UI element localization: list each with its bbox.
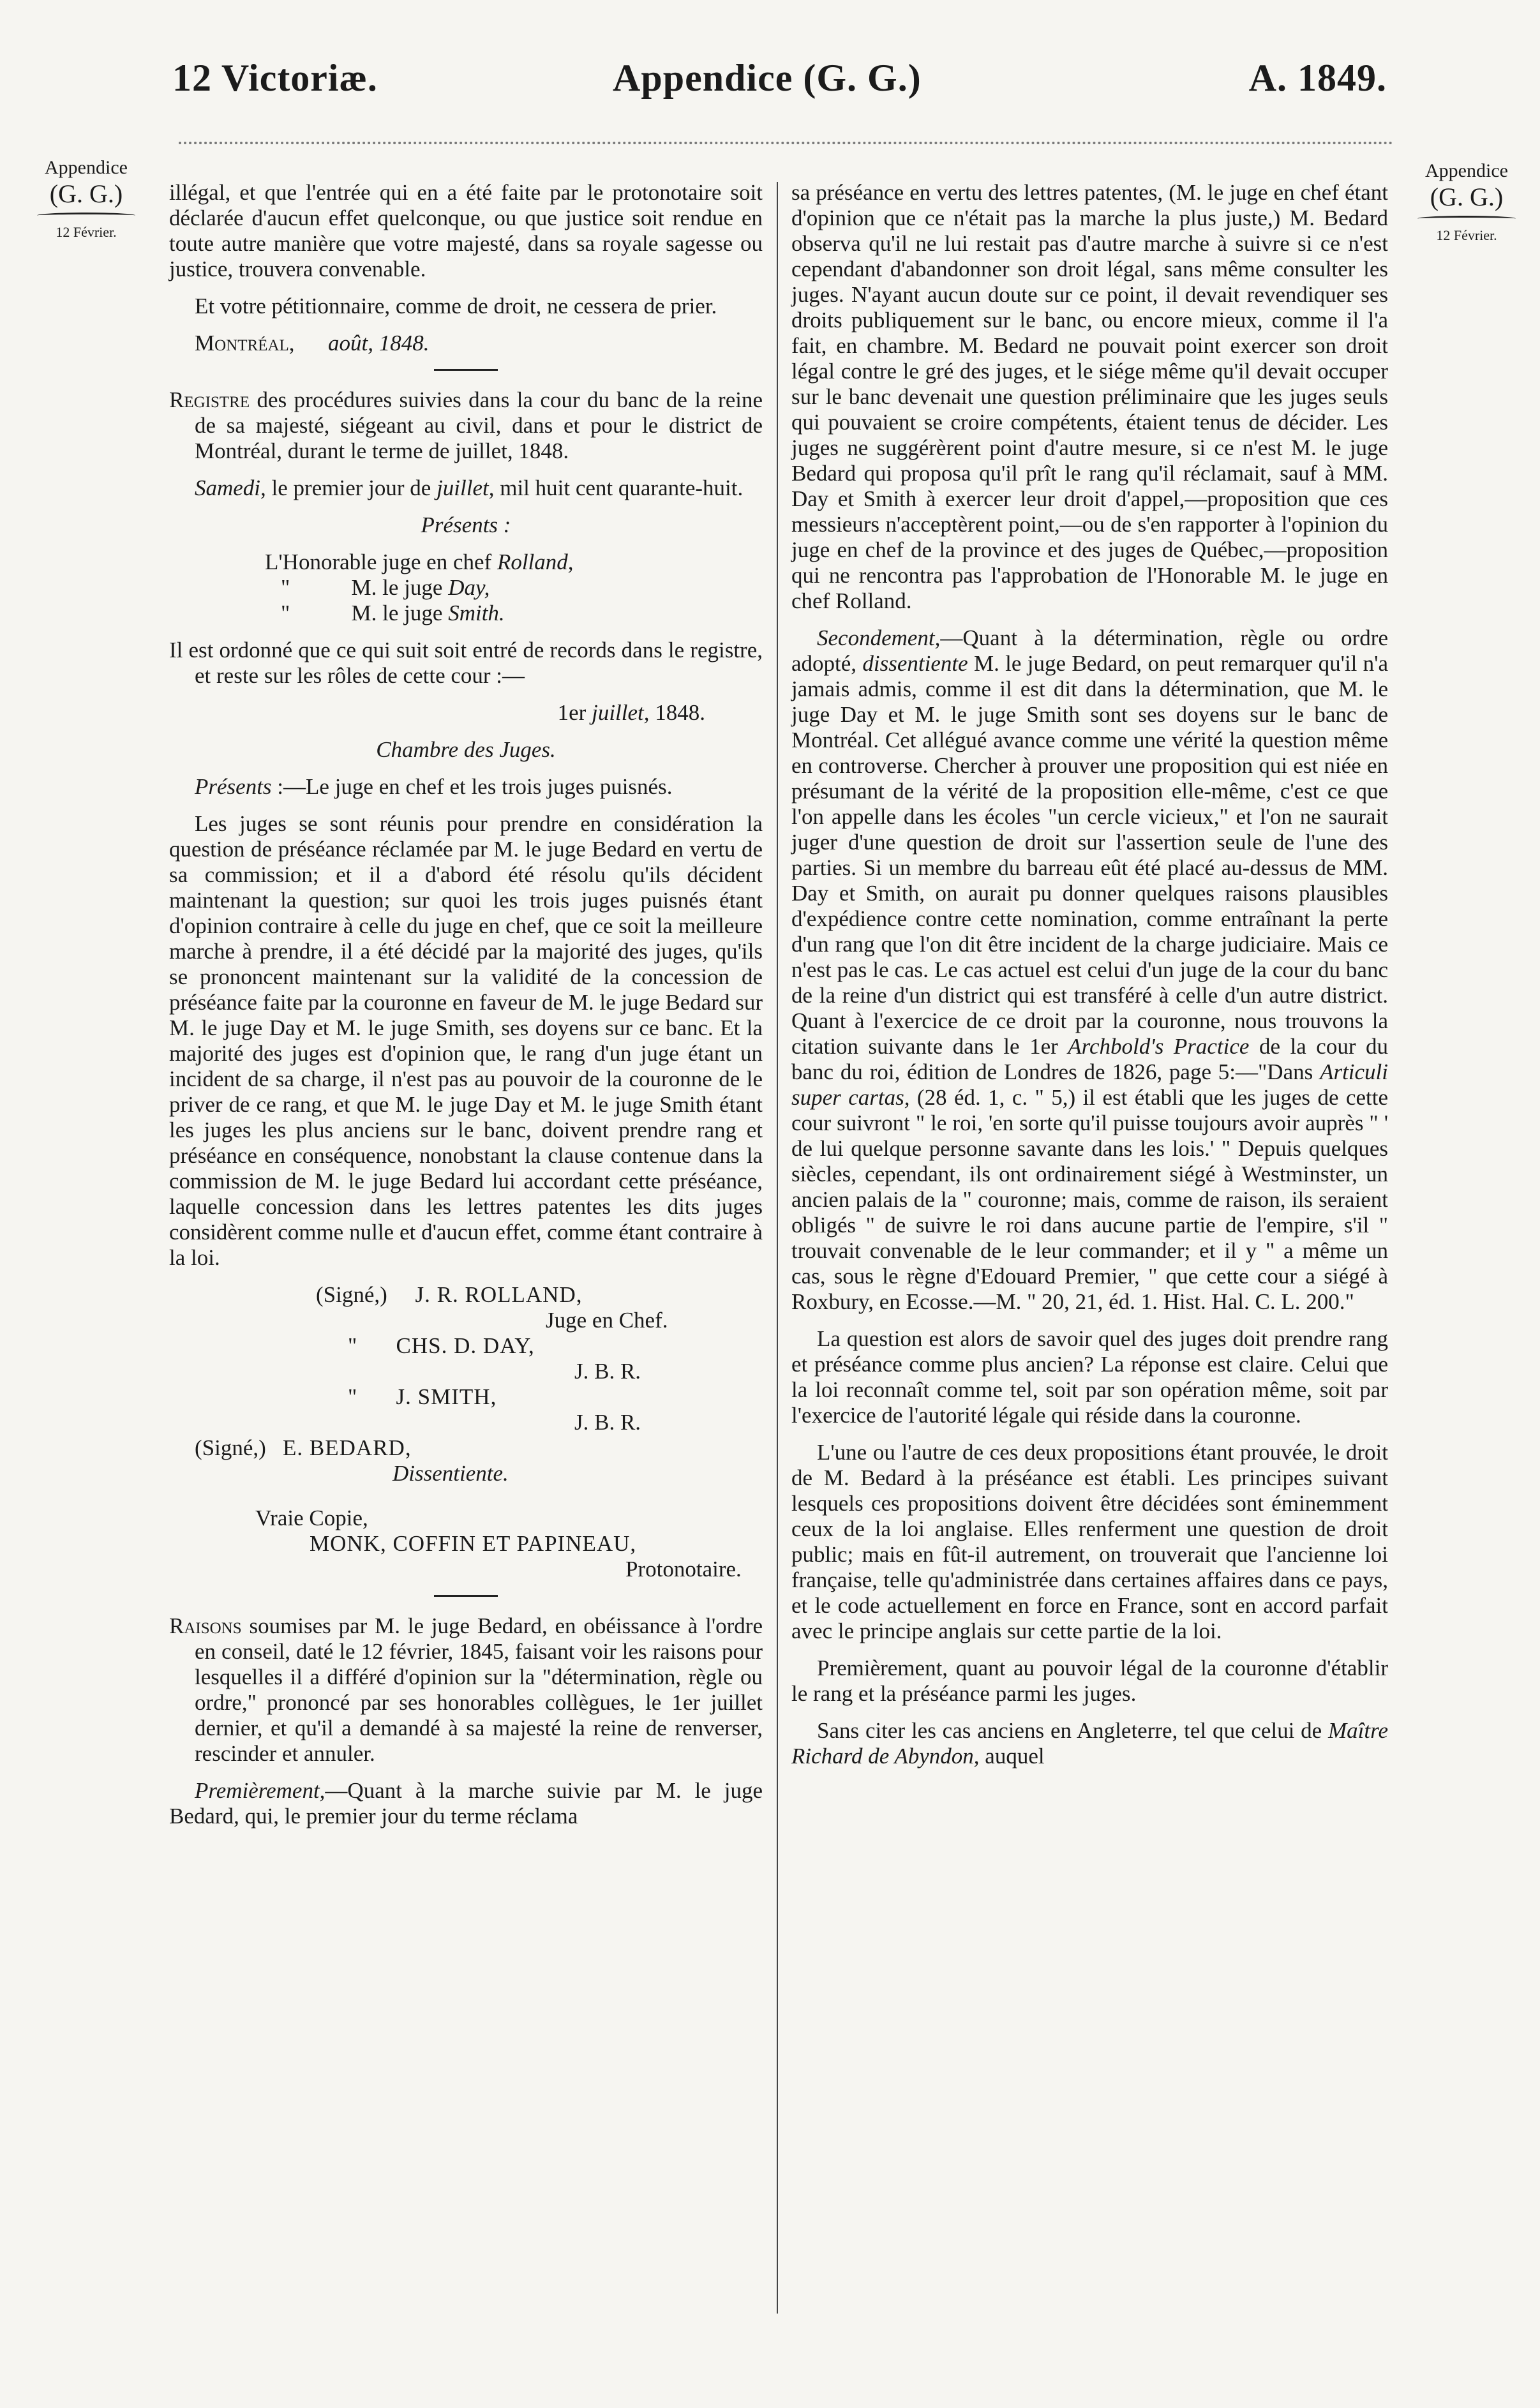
presents-heading-text: Présents : xyxy=(421,512,511,537)
presents-heading xyxy=(169,512,763,538)
margin-note-gg: (G. G.) xyxy=(49,179,123,208)
header-year: A. 1849. xyxy=(1248,57,1387,99)
right-paragraph-6 xyxy=(791,1718,1388,1769)
secondement-lead: Secondement, xyxy=(817,625,941,650)
judge-1-title: L'Honorable juge en chef xyxy=(265,550,497,574)
secondement-text-a: —Quant à la détermination, règle ou ordre adopté, xyxy=(791,625,1388,676)
presents-text: :—Le juge en chef et les trois juges puisnés. xyxy=(271,774,673,799)
judge-line-1 xyxy=(265,550,763,575)
premierement-lead: Premièrement, xyxy=(195,1778,325,1803)
chambre-heading xyxy=(169,737,763,763)
margin-note-date: 12 Février. xyxy=(56,224,117,240)
secondement-text-c: de la cour du banc du roi, édition de Londres de 1826, page 5:—"Dans xyxy=(791,1034,1388,1084)
petition-prayer: Et votre pétitionnaire, comme de droit, ne cessera de prier. xyxy=(195,294,717,318)
protonotaires: MONK, COFFIN ET PAPINEAU, xyxy=(310,1531,637,1556)
margin-note-title: Appendice xyxy=(45,157,128,178)
judge-1-name: Rolland, xyxy=(497,550,574,574)
raisons-lead: Raisons xyxy=(169,1613,242,1638)
secondement-quote: (28 éd. 1, c. " 5,) il est établi que les juges de cette cour suivront " le roi, 'en sorte qu'il puisse toujours avoir auprès " ' de lui quelque personne savante dans les lois.' " Depuis quelques siècles, cependant, ils ont ordinairement siégé à Westminster, un ancien palais de la " couronne; mais, comme de raison, ils seraient obligés " de suivre le roi dans aucune partie de l'empire, s'il " trouvait convenable de le leur commander; et il y " a même un cas, sous le règne d'Edouard Premier, " que cette cour a siégé à Roxbury, en Ecosse.—M. " 20, 21, éd. 1. Hist. Hal. C. L. 200." xyxy=(791,1085,1388,1314)
signe-label: (Signé,) xyxy=(195,1435,266,1460)
samedi-tail: mil huit cent quarante-huit. xyxy=(494,475,744,500)
signature-smith xyxy=(169,1384,763,1410)
petition-place: Montréal, xyxy=(195,331,295,355)
judge-line-2 xyxy=(281,575,763,601)
signature-rolland xyxy=(169,1282,763,1308)
secondement-dissentiente: dissentiente xyxy=(862,651,968,676)
judge-3-title: " M. le juge xyxy=(281,601,449,625)
p6-text-b: auquel xyxy=(979,1744,1045,1769)
secondement-paragraph xyxy=(791,625,1388,1315)
margin-note-right xyxy=(1406,160,1527,247)
judge-3-name: Smith. xyxy=(448,601,505,625)
premierement-text: —Quant à la marche suivie par M. le juge Bedard, qui, le premier jour du terme réclama xyxy=(169,1778,763,1828)
articuli-title: Articuli super cartas, xyxy=(791,1059,1388,1110)
petition-date-text: août, 1848. xyxy=(328,331,430,355)
margin-note-brace xyxy=(37,213,135,218)
ditto-mark: " xyxy=(348,1384,357,1409)
left-column xyxy=(169,180,763,1841)
premierement-paragraph xyxy=(169,1778,763,1829)
signe-label: (Signé,) xyxy=(316,1282,387,1307)
margin-note-title: Appendice xyxy=(1425,160,1508,181)
samedi-line xyxy=(169,475,763,501)
raisons-paragraph xyxy=(169,1613,763,1767)
rolland-name: J. R. ROLLAND, xyxy=(415,1282,583,1307)
smith-name: J. SMITH, xyxy=(396,1384,497,1409)
samedi-month: juillet, xyxy=(437,475,495,500)
dissentiente-text: Dissentiente. xyxy=(392,1461,509,1486)
chambre-heading-text: Chambre des Juges. xyxy=(376,737,556,762)
bedard-dissent xyxy=(169,1461,763,1486)
bedard-name: E. BEDARD, xyxy=(283,1435,412,1460)
judge-2-name: Day, xyxy=(448,575,490,600)
date-month: juillet, xyxy=(592,700,650,725)
date-day: 1er xyxy=(557,700,592,725)
right-paragraph-5: Premièrement, quant au pouvoir légal de la couronne d'établir le rang et la préséance parmi les juges. xyxy=(791,1656,1388,1706)
page-header xyxy=(172,56,1387,114)
presents-juges xyxy=(169,774,763,800)
petition-closing: illégal, et que l'entrée qui en a été faite par le protonotaire soit déclarée d'aucun effet quelconque, ou que justice soit rendue en toute autre manière que votre majesté, dans sa royale sagesse ou justice, trouvera convenable. xyxy=(169,180,763,281)
margin-note-brace xyxy=(1417,216,1516,221)
right-paragraph-1: sa préséance en vertu des lettres patentes, (M. le juge en chef étant d'opinion que ce n'était pas la marche la plus juste,) M. Bedard observa qu'il ne lui restait pas d'autre marche à suivre si ce n'est cependant d'abandonner son droit légal, sans même consulter les juges. N'ayant aucun doute sur ce point, il devait revendiquer ses droits publiquement sur le banc, ou encore mieux, comme il l'a fait, en chambre. M. Bedard ne pouvait point exercer son droit légal contre le gré des juges, et le siége même qu'il devait occuper sur le banc devenait une question préliminaire que les juges seuls qui pouvaient se croire compétents, étaient tenus de décider. Les juges ne suggérèrent point d'autre mesure, si ce n'est M. le juge Bedard qui proposa qu'il prît le rang qu'il réclamait, sauf à MM. Day et Smith à exercer leur droit d'appel,—proposition que ces messieurs n'acceptèrent point,—ou de s'en rapporter à l'opinion du juge en chef de la province et des juges de Québec,—proposition qui ne rencontra pas l'approbation de l'Honorable M. le juge en chef Rolland. xyxy=(791,180,1388,613)
margin-note-gg: (G. G.) xyxy=(1430,183,1504,211)
right-paragraph-4: L'une ou l'autre de ces deux propositions étant prouvée, le droit de M. Bedard à la préséance est établi. Les principes suivant lesquels ces propositions doivent être décidées sont éminemment ceux de la loi anglaise. Elles renferment une question de droit public; mais en fût-il autrement, on trouverait que l'ancienne loi française, telle qu'administrée dans certaines affaires dans ce pays, et le code actuellement en force en France, sont en accord parfait avec le principe anglais sur cette partie de la loi. xyxy=(791,1440,1388,1643)
signature-block xyxy=(169,1282,763,1582)
secondement-text-b: M. le juge Bedard, on peut remarquer qu'il n'a jamais admis, comme il est dit dans la détermination, que M. le juge Day et M. le juge Smith sont ses doyens sur le banc de Montréal. Cet allégué avance comme une vérité la question même en controverse. Chercher à prouver une proposition qui est niée en présumant de la vérité de la proposition elle-même, c'est ce que l'on appelle dans les écoles "un cercle vicieux," et l'on ne saurait juger d'une question de droit sur l'assertion seule de l'une des parties. Si un membre du barreau eût été placé au-dessus de MM. Day et Smith, on aurait pu donner quelques raisons plausibles d'expédience contre cette nomination, comme entraînant la perte d'un rang que l'on dit être incident de la charge judiciaire. Mais ce n'est pas le cas. Le cas actuel est celui d'un juge de la cour du banc de la reine d'un district qui est transféré à celle d'un autre district. Quant à l'exercice de ce droit par la couronne, nous trouvons la citation suivante dans le 1er xyxy=(791,651,1389,1059)
section-rule xyxy=(434,369,498,371)
abyndon-name: Maître Richard de Abyndon, xyxy=(791,1718,1388,1769)
judge-line-3 xyxy=(281,601,763,626)
petition-date xyxy=(169,331,763,356)
header-rule xyxy=(179,142,1393,144)
registre-heading xyxy=(169,387,763,464)
day-title: J. B. R. xyxy=(574,1359,641,1384)
archbold-title: Archbold's Practice xyxy=(1068,1034,1250,1059)
judge-2-title: " M. le juge xyxy=(281,575,449,600)
registre-text: des procédures suivies dans la cour du banc de la reine de sa majesté, siégeant au civil, dans et pour le district de Montréal, durant le terme de juillet, 1848. xyxy=(195,387,763,463)
samedi-lead: Samedi, xyxy=(195,475,266,500)
vraie-copie: Vraie Copie, xyxy=(255,1506,368,1530)
decision-body: Les juges se sont réunis pour prendre en considération la question de préséance réclamée par M. le juge Bedard en vertu de sa commission; et il a d'abord été résolu qu'ils décident maintenant la question; sur quoi les trois juges puisnés étant d'opinion contraire à celle du juge en chef, que ce soit la meilleure marche à prendre, il a été décidé par la majorité des juges, qu'ils se prononcent maintenant sur la validité de la concession de préséance faite par la couronne en faveur de M. le juge Bedard sur M. le juge Day et M. le juge Smith, ses doyens sur ce banc. Et la majorité des juges est d'opinion que, le rang d'un juge étant un incident de sa charge, il n'est pas au pouvoir de la couronne de le priver de ce rang, et que M. le juge Day et M. le juge Smith étant les juges les plus anciens sur le banc, doivent prendre rang et préséance en conséquence, nonobstant la clause contenue dans la commission de M. le juge Bedard lui accordant cette préséance, laquelle concession dans les lettres patentes les dits juges considèrent comme nulle et d'aucun effet, comme étant contraire à la loi. xyxy=(169,811,763,1270)
presents-lead: Présents xyxy=(195,774,272,799)
p6-text-a: Sans citer les cas anciens en Angleterre, tel que celui de xyxy=(817,1718,1329,1743)
samedi-mid: le premier jour de xyxy=(265,475,437,500)
raisons-text: soumises par M. le juge Bedard, en obéissance à l'ordre en conseil, daté le 12 février, 1845, faisant voir les raisons pour lesquelles il a différé d'opinion sur la "détermination, règle ou ordre," prononcé par ses honorables collègues, le 1er juillet dernier, et qu'il a demandé à sa majesté la reine de renverser, rescinder et annuler. xyxy=(195,1613,763,1766)
margin-note-left xyxy=(26,156,147,244)
right-paragraph-3: La question est alors de savoir quel des juges doit prendre rang et préséance comme plus ancien? La réponse est claire. Celui que la loi reconnaît comme tel, soit par son opération même, soit par l'exercice de l'autorité légale qui réside dans la couronne. xyxy=(791,1326,1388,1428)
smith-title: J. B. R. xyxy=(574,1410,641,1435)
right-column xyxy=(791,180,1388,1781)
date-line xyxy=(169,700,763,726)
day-name: CHS. D. DAY, xyxy=(396,1333,535,1358)
protonotaire-title: Protonotaire. xyxy=(625,1557,742,1582)
signature-day xyxy=(169,1333,763,1359)
rolland-title: Juge en Chef. xyxy=(546,1308,668,1333)
header-appendix: Appendice (G. G.) xyxy=(613,57,922,99)
ordonne-paragraph: Il est ordonné que ce qui suit soit entré de records dans le registre, et reste sur les rôles de cette cour :— xyxy=(169,638,763,688)
header-session: 12 Victoriæ. xyxy=(172,57,378,99)
margin-note-date: 12 Février. xyxy=(1436,227,1497,243)
date-year: 1848. xyxy=(649,700,705,725)
signature-bedard xyxy=(169,1435,763,1461)
section-rule xyxy=(434,1595,498,1597)
ditto-mark: " xyxy=(348,1333,357,1358)
registre-lead: Registre xyxy=(169,387,250,412)
column-divider xyxy=(777,182,778,2314)
